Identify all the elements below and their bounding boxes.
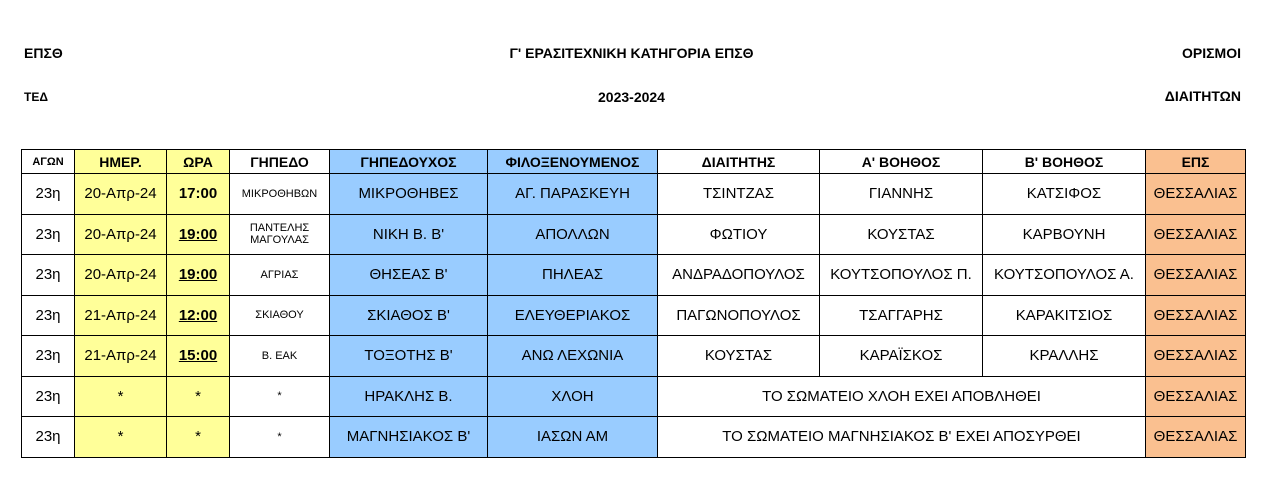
table-row	[22, 336, 1246, 377]
cell-eps: ΘΕΣΣΑΛΙΑΣ	[1146, 417, 1246, 458]
table-header-row	[22, 150, 1246, 174]
cell-date: 20-Απρ-24	[75, 174, 167, 215]
cell-date: 21-Απρ-24	[75, 336, 167, 377]
cell-agon: 23η	[22, 255, 75, 296]
cell-venue: ΣΚΙΑΘΟΥ	[230, 295, 330, 336]
cell-away: ΠΗΛΕΑΣ	[488, 255, 658, 296]
cell-assistant1: ΚΑΡΑΪΣΚΟΣ	[820, 336, 983, 377]
cell-assistant2: ΚΟΥΤΣΟΠΟΥΛΟΣ Α.	[983, 255, 1146, 296]
cell-eps: ΘΕΣΣΑΛΙΑΣ	[1146, 295, 1246, 336]
cell-eps: ΘΕΣΣΑΛΙΑΣ	[1146, 174, 1246, 215]
cell-time: *	[167, 376, 230, 417]
cell-assistant1: ΓΙΑΝΝΗΣ	[820, 174, 983, 215]
header-federation: ΕΠΣΘ	[24, 45, 63, 61]
cell-venue: *	[230, 376, 330, 417]
cell-agon: 23η	[22, 214, 75, 255]
cell-referee: ΤΣΙΝΤΖΑΣ	[658, 174, 820, 215]
cell-time: 17:00	[167, 174, 230, 215]
cell-venue: *	[230, 417, 330, 458]
col-header-home: ΓΗΠΕΔΟΥΧΟΣ	[330, 150, 488, 174]
cell-eps: ΘΕΣΣΑΛΙΑΣ	[1146, 255, 1246, 296]
header-season: 2023-2024	[598, 89, 665, 105]
cell-away: ΑΓ. ΠΑΡΑΣΚΕΥΗ	[488, 174, 658, 215]
cell-date: 20-Απρ-24	[75, 214, 167, 255]
cell-home: ΜΑΓΝΗΣΙΑΚΟΣ Β'	[330, 417, 488, 458]
cell-agon: 23η	[22, 174, 75, 215]
table-row	[22, 214, 1246, 255]
cell-venue: ΠΑΝΤΕΛΗΣ ΜΑΓΟΥΛΑΣ	[230, 214, 330, 255]
referee-assignments-table	[21, 149, 1246, 458]
cell-date: *	[75, 417, 167, 458]
cell-time: 19:00	[167, 255, 230, 296]
table-row	[22, 295, 1246, 336]
header-committee: ΤΕΔ	[24, 90, 48, 104]
cell-assistant1: ΚΟΥΤΣΟΠΟΥΛΟΣ Π.	[820, 255, 983, 296]
table-row	[22, 174, 1246, 215]
cell-away: ΕΛΕΥΘΕΡΙΑΚΟΣ	[488, 295, 658, 336]
cell-venue: ΜΙΚΡΟΘΗΒΩΝ	[230, 174, 330, 215]
cell-eps: ΘΕΣΣΑΛΙΑΣ	[1146, 376, 1246, 417]
col-header-agon: ΑΓΩΝ	[22, 150, 75, 174]
cell-time: 15:00	[167, 336, 230, 377]
cell-referee: ΑΝΔΡΑΔΟΠΟΥΛΟΣ	[658, 255, 820, 296]
col-header-away: ΦΙΛΟΞΕΝΟΥΜΕΝΟΣ	[488, 150, 658, 174]
table-row-notice	[22, 376, 1246, 417]
cell-assistant2: ΚΡΑΛΛΗΣ	[983, 336, 1146, 377]
cell-venue: Β. ΕΑΚ	[230, 336, 330, 377]
col-header-date: ΗΜΕΡ.	[75, 150, 167, 174]
col-header-assistant2: Β' ΒΟΗΘΟΣ	[983, 150, 1146, 174]
col-header-referee: ΔΙΑΙΤΗΤΗΣ	[658, 150, 820, 174]
cell-venue: ΑΓΡΙΑΣ	[230, 255, 330, 296]
cell-referee: ΚΟΥΣΤΑΣ	[658, 336, 820, 377]
cell-away: ΧΛΟΗ	[488, 376, 658, 417]
cell-away: ΑΠΟΛΛΩΝ	[488, 214, 658, 255]
cell-assistant1: ΤΣΑΓΓΑΡΗΣ	[820, 295, 983, 336]
col-header-assistant1: Α' ΒΟΗΘΟΣ	[820, 150, 983, 174]
cell-referee: ΠΑΓΩΝΟΠΟΥΛΟΣ	[658, 295, 820, 336]
header-right-line2: ΔΙΑΙΤΗΤΩΝ	[1164, 88, 1241, 104]
cell-agon: 23η	[22, 295, 75, 336]
cell-away: ΙΑΣΩΝ ΑΜ	[488, 417, 658, 458]
cell-assistant1: ΚΟΥΣΤΑΣ	[820, 214, 983, 255]
cell-home: ΤΟΞΟΤΗΣ Β'	[330, 336, 488, 377]
cell-date: 20-Απρ-24	[75, 255, 167, 296]
cell-agon: 23η	[22, 376, 75, 417]
col-header-venue: ΓΗΠΕΔΟ	[230, 150, 330, 174]
table-row-notice	[22, 417, 1246, 458]
cell-home: ΣΚΙΑΘΟΣ Β'	[330, 295, 488, 336]
cell-home: ΘΗΣΕΑΣ Β'	[330, 255, 488, 296]
cell-assistant2: ΚΑΤΣΙΦΟΣ	[983, 174, 1146, 215]
cell-away: ΑΝΩ ΛΕΧΩΝΙΑ	[488, 336, 658, 377]
cell-eps: ΘΕΣΣΑΛΙΑΣ	[1146, 214, 1246, 255]
cell-agon: 23η	[22, 417, 75, 458]
header-title: Γ' ΕΡΑΣΙΤΕΧΝΙΚΗ ΚΑΤΗΓΟΡΙΑ ΕΠΣΘ	[509, 45, 754, 61]
col-header-eps: ΕΠΣ	[1146, 150, 1246, 174]
cell-assistant2: ΚΑΡΑΚΙΤΣΙΟΣ	[983, 295, 1146, 336]
cell-date: *	[75, 376, 167, 417]
cell-notice: ΤΟ ΣΩΜΑΤΕΙΟ ΧΛΟΗ ΕΧΕΙ ΑΠΟΒΛΗΘΕΙ	[658, 376, 1146, 417]
cell-notice: ΤΟ ΣΩΜΑΤΕΙΟ ΜΑΓΝΗΣΙΑΚΟΣ Β' ΕΧΕΙ ΑΠΟΣΥΡΘΕΙ	[658, 417, 1146, 458]
cell-eps: ΘΕΣΣΑΛΙΑΣ	[1146, 336, 1246, 377]
cell-time: 19:00	[167, 214, 230, 255]
col-header-time: ΩΡΑ	[167, 150, 230, 174]
cell-home: ΜΙΚΡΟΘΗΒΕΣ	[330, 174, 488, 215]
cell-referee: ΦΩΤΙΟΥ	[658, 214, 820, 255]
cell-time: 12:00	[167, 295, 230, 336]
cell-assistant2: ΚΑΡΒΟΥΝΗ	[983, 214, 1146, 255]
cell-home: ΗΡΑΚΛΗΣ Β.	[330, 376, 488, 417]
cell-time: *	[167, 417, 230, 458]
cell-date: 21-Απρ-24	[75, 295, 167, 336]
cell-home: ΝΙΚΗ Β. Β'	[330, 214, 488, 255]
table-row	[22, 255, 1246, 296]
header-right-line1: ΟΡΙΣΜΟΙ	[1182, 45, 1241, 61]
cell-agon: 23η	[22, 336, 75, 377]
